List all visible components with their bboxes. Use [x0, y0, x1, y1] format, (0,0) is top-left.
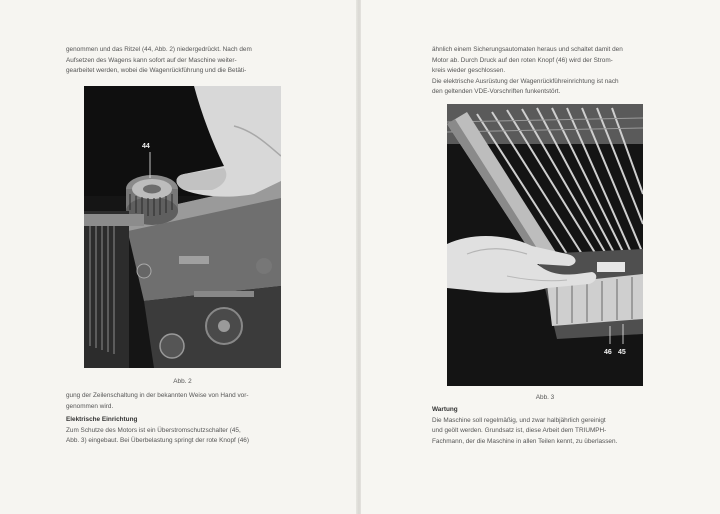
text-line: genommen wird.	[66, 402, 114, 410]
text-line: Aufsetzen des Wagens kann sofort auf der Maschine weiter-	[66, 56, 237, 64]
section-heading: Elektrische Einrichtung	[66, 416, 138, 423]
callout-45: 45	[618, 349, 626, 356]
right-top-paragraph	[432, 45, 659, 98]
left-section-electric	[66, 415, 291, 447]
section-heading: Wartung	[432, 406, 458, 413]
text-line: Zum Schutze des Motors ist ein Überstromschutzschalter (45,	[66, 426, 241, 434]
figure-abb-3-caption: Abb. 3	[535, 394, 555, 401]
text-line: gearbeitet werden, wobei die Wagenrückführung und die Betäti-	[66, 67, 247, 75]
figure-abb-3-photo	[447, 104, 643, 386]
right-section-maintenance	[432, 405, 659, 447]
text-line: genommen und das Ritzel (44, Abb. 2) niedergedrückt. Nach dem	[66, 46, 252, 53]
figure-abb-2-caption: Abb. 2	[173, 378, 192, 385]
figure-abb-2-photo	[84, 86, 281, 368]
text-line: ähnlich einem Sicherungsautomaten heraus und schaltet damit den	[432, 46, 623, 53]
text-line: und geölt werden. Grundsatz ist, diese Arbeit dem TRIUMPH-	[432, 427, 607, 435]
callout-46: 46	[604, 349, 612, 356]
text-line: Fachmann, der die Maschine in allen Teilen kennt, zu überlassen.	[432, 437, 618, 445]
left-top-paragraph	[66, 45, 291, 77]
text-line: den geltenden VDE-Vorschriften funkentstört.	[432, 88, 561, 96]
text-line: Die Maschine soll regelmäßig, und zwar halbjährlich gereinigt	[432, 416, 606, 424]
right-page	[361, 0, 720, 514]
text-line: gung der Zeilenschaltung in der bekannten Weise von Hand vor-	[66, 392, 249, 399]
overload-switch-photo	[447, 104, 643, 386]
text-line: Die elektrische Ausrüstung der Wagenrückführeinrichtung ist nach	[432, 77, 619, 85]
left-bottom-paragraph	[66, 391, 291, 412]
text-line: kreis wieder geschlossen.	[432, 67, 506, 75]
text-line: Motor ab. Durch Druck auf den roten Knopf (46) wird der Strom-	[432, 56, 613, 64]
typewriter-carriage-photo	[84, 86, 281, 368]
text-line: Abb. 3) eingebaut. Bei Überbelastung springt der rote Knopf (46)	[66, 437, 249, 445]
left-page	[0, 0, 358, 514]
callout-44: 44	[142, 143, 150, 150]
